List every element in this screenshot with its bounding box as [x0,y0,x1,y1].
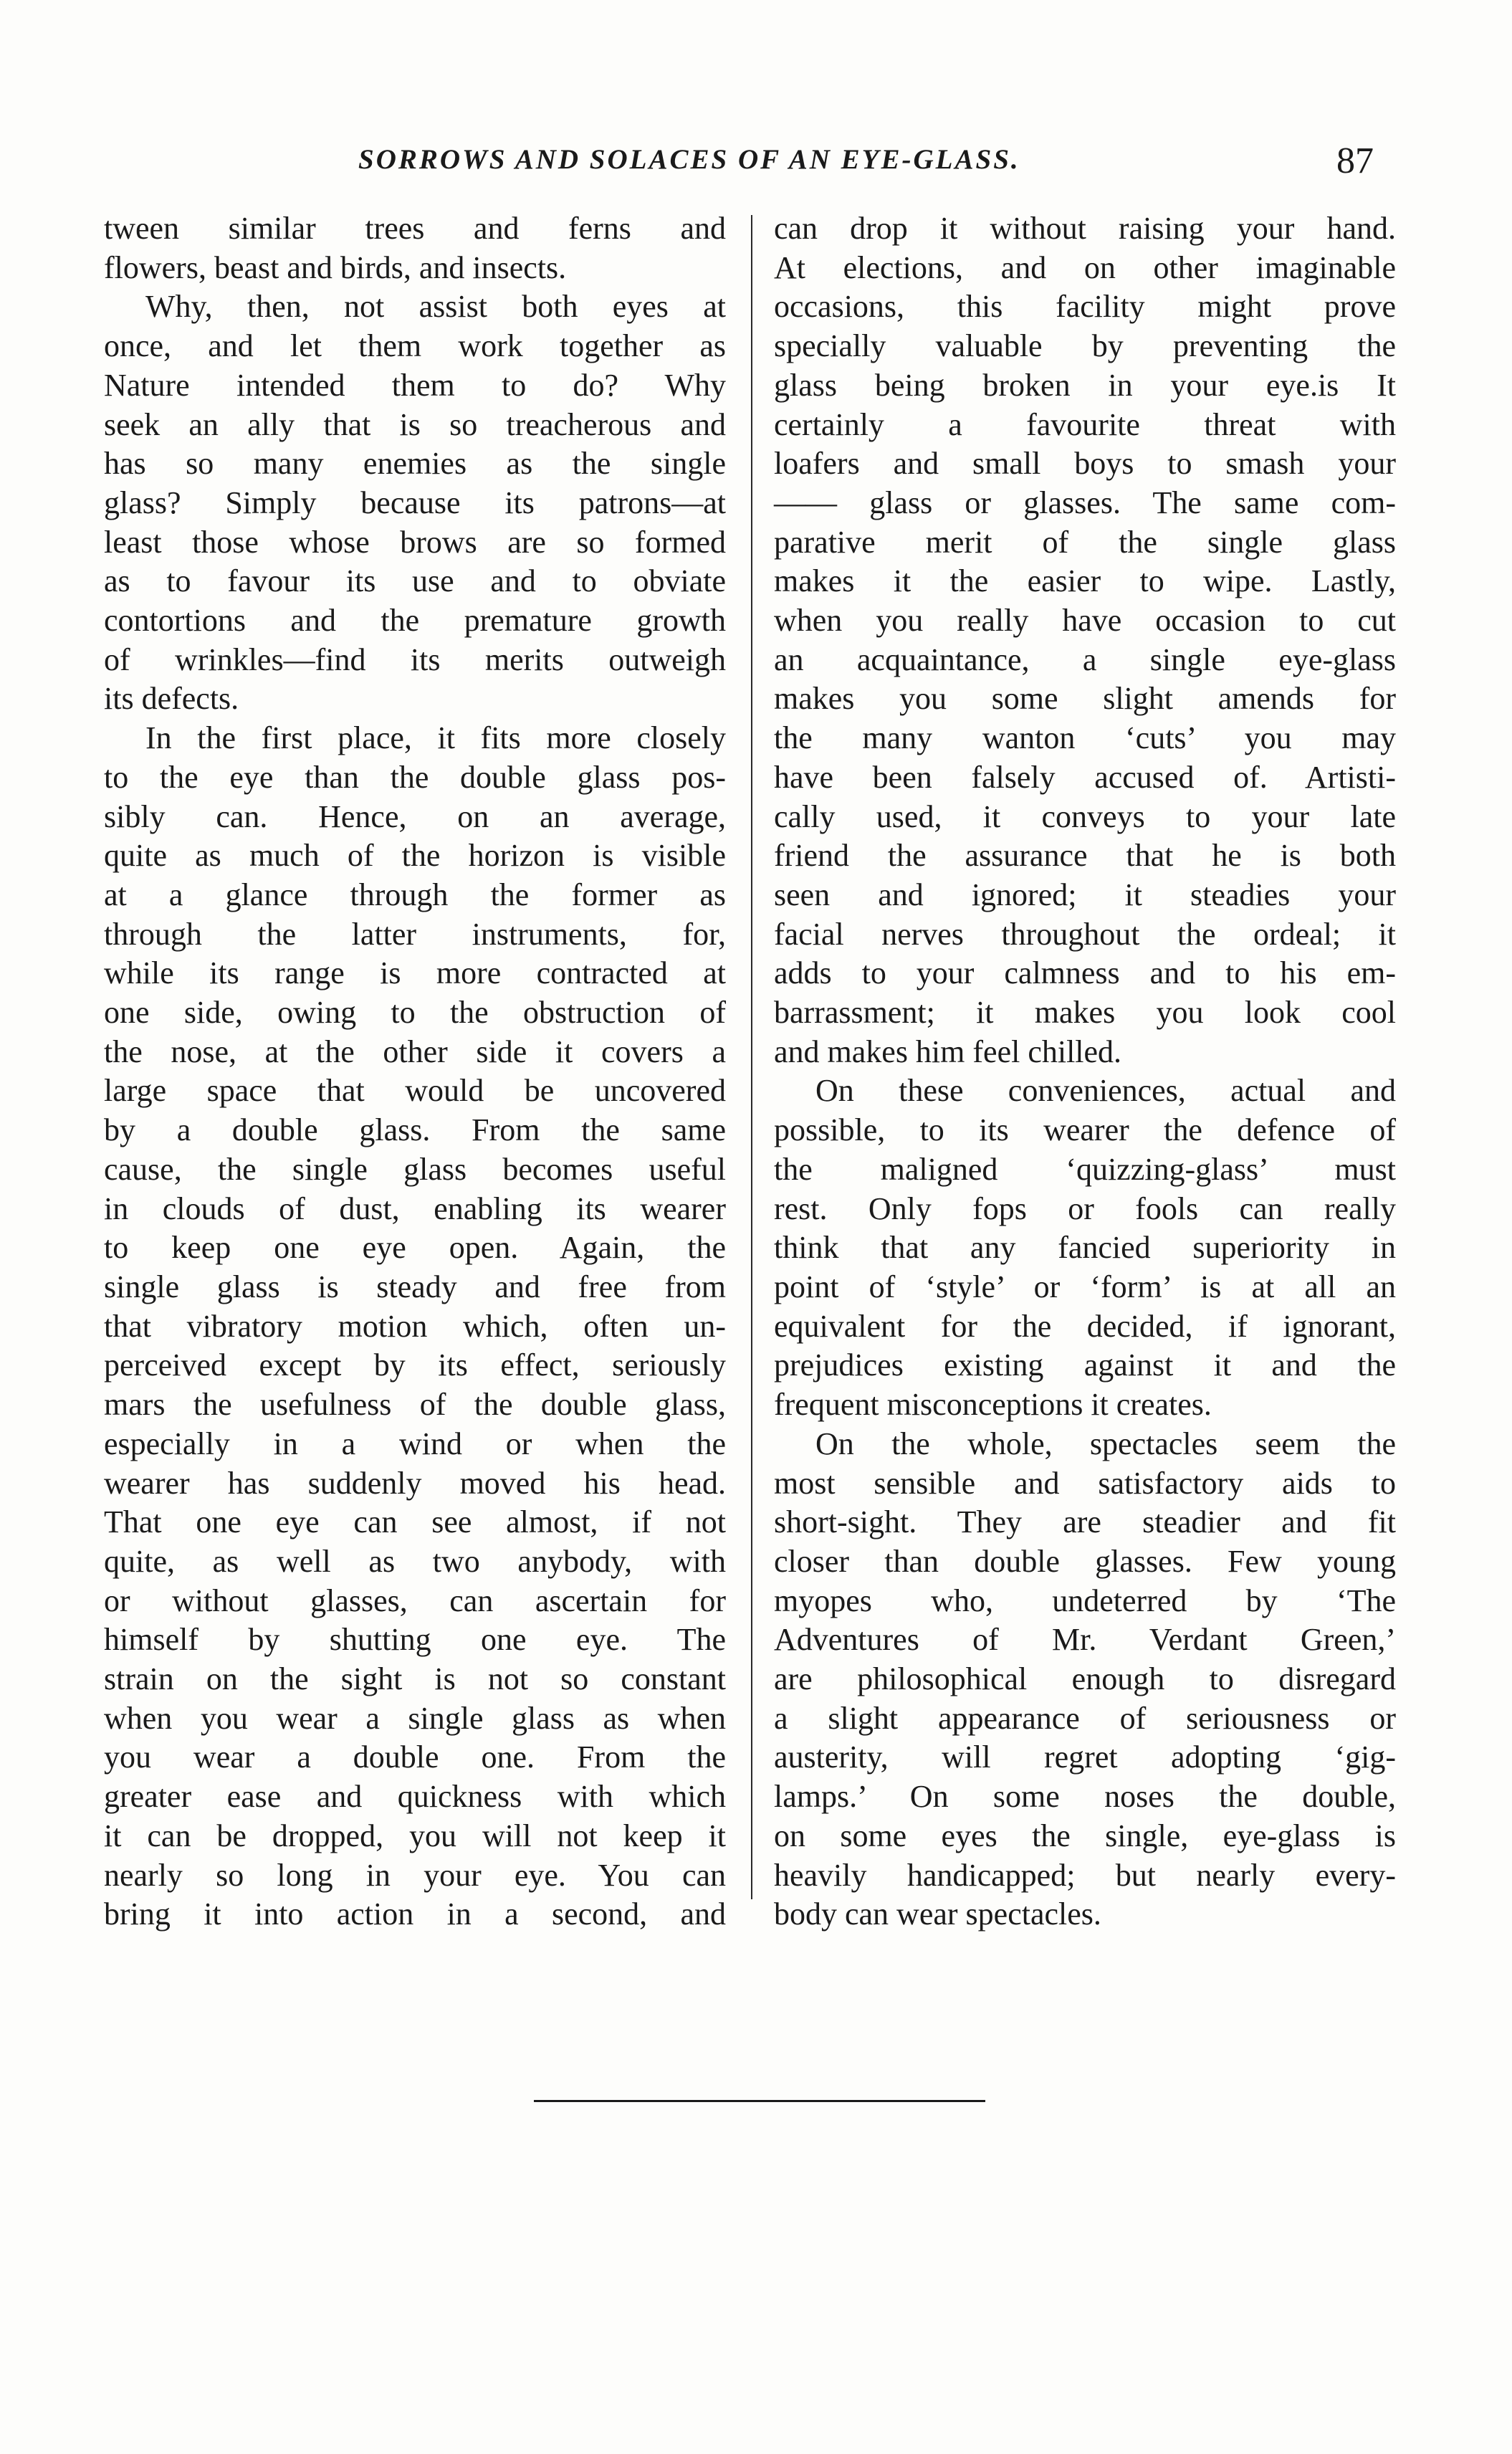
text-line: Why, then, not assist both eyes at [145,289,726,325]
text-line: rest. Only fops or fools can really [774,1190,1396,1226]
text-line: bring it into action in a second, and [104,1896,726,1932]
text-line: single glass is steady and free from [104,1269,726,1304]
text-line: you wear a double one. From the [104,1739,726,1775]
text-line: or without glasses, can ascertain for [104,1582,726,1618]
text-line: on some eyes the single, eye-glass is [774,1818,1396,1853]
text-line: On these conveniences, actual and [815,1073,1396,1109]
text-line: frequent misconceptions it creates. [774,1387,1212,1423]
text-line: glass? Simply because its patrons—at [104,484,726,520]
text-line: nearly so long in your eye. You can [104,1857,726,1893]
text-line: perceived except by its effect, seriously [104,1347,726,1383]
text-line: large space that would be uncovered [104,1073,726,1109]
text-line: the nose, at the other side it covers a [104,1033,726,1069]
text-line: its defects. [104,681,239,717]
text-line: Nature intended them to do? Why [104,367,726,403]
text-line: and makes him feel chilled. [774,1033,1122,1069]
text-line: when you really have occasion to cut [774,603,1396,639]
text-line: heavily handicapped; but nearly every- [774,1857,1396,1893]
text-line: most sensible and satisfactory aids to [774,1465,1396,1501]
text-line: glass being broken in your eye.is It [774,367,1396,403]
text-line: austerity, will regret adopting ‘gig- [774,1739,1396,1775]
text-line: at a glance through the former as [104,877,726,912]
text-line: think that any fancied superiority in [774,1230,1396,1266]
text-line: friend the assurance that he is both [774,838,1396,874]
text-line: equivalent for the decided, if ignorant, [774,1308,1396,1344]
text-line: one side, owing to the obstruction of [104,995,726,1031]
text-line: once, and let them work together as [104,328,726,364]
text-line: while its range is more contracted at [104,955,726,991]
text-line: by a double glass. From the same [104,1112,726,1148]
text-line: himself by shutting one eye. The [104,1622,726,1658]
column-divider [751,215,752,1899]
text-line: wearer has suddenly moved his head. [104,1465,726,1501]
page-number: 87 [1336,140,1374,181]
text-line: That one eye can see almost, if not [104,1504,726,1540]
text-line: lamps.’ On some noses the double, [774,1779,1396,1815]
text-line: flowers, beast and birds, and insects. [104,249,567,285]
text-line: has so many enemies as the single [104,446,726,482]
text-line: a slight appearance of seriousness or [774,1700,1396,1736]
text-line: the maligned ‘quizzing-glass’ must [774,1151,1396,1187]
text-line: closer than double glasses. Few young [774,1543,1396,1579]
text-line: sibly can. Hence, on an average, [104,798,726,834]
running-title: SORROWS AND SOLACES OF AN EYE-GLASS. [358,144,1020,175]
text-line: cause, the single glass becomes useful [104,1151,726,1187]
text-line: of wrinkles—find its merits outweigh [104,641,726,677]
text-line: specially valuable by preventing the [774,328,1396,364]
text-line: can drop it without raising your hand. [774,211,1396,246]
text-line: when you wear a single glass as when [104,1700,726,1736]
text-line: seen and ignored; it steadies your [774,877,1396,912]
text-line: loafers and small boys to smash your [774,446,1396,482]
text-line: the many wanton ‘cuts’ you may [774,720,1396,756]
text-line: strain on the sight is not so constant [104,1661,726,1697]
text-line: greater ease and quickness with which [104,1779,726,1815]
section-end-rule [534,2100,985,2102]
text-line: as to favour its use and to obviate [104,563,726,599]
text-line: myopes who, undeterred by ‘The [774,1582,1396,1618]
text-line: especially in a wind or when the [104,1426,726,1461]
text-line: quite, as well as two anybody, with [104,1543,726,1579]
text-line: contortions and the premature growth [104,603,726,639]
text-line: makes you some slight amends for [774,681,1396,717]
text-line: mars the usefulness of the double glass, [104,1387,726,1423]
left-column [104,209,726,1934]
text-line: quite as much of the horizon is visible [104,838,726,874]
text-line: through the latter instruments, for, [104,916,726,952]
text-line: point of ‘style’ or ‘form’ is at all an [774,1269,1396,1304]
text-line: tween similar trees and ferns and [104,211,726,246]
text-line: At elections, and on other imaginable [774,249,1396,285]
text-line: —— glass or glasses. The same com- [774,484,1396,520]
text-line: barrassment; it makes you look cool [774,995,1396,1031]
text-line: facial nerves throughout the ordeal; it [774,916,1396,952]
right-column [774,209,1396,1934]
text-line: an acquaintance, a single eye-glass [774,641,1396,677]
text-line: possible, to its wearer the defence of [774,1112,1396,1148]
text-line: have been falsely accused of. Artisti- [774,759,1396,795]
text-line: occasions, this facility might prove [774,289,1396,325]
text-line: adds to your calmness and to his em- [774,955,1396,991]
text-line: in clouds of dust, enabling its wearer [104,1190,726,1226]
text-line: On the whole, spectacles seem the [815,1426,1396,1461]
text-line: it can be dropped, you will not keep it [104,1818,726,1853]
text-line: makes it the easier to wipe. Lastly, [774,563,1396,599]
text-line: short-sight. They are steadier and fit [774,1504,1396,1540]
text-line: In the first place, it fits more closely [145,720,726,756]
text-line: that vibratory motion which, often un- [104,1308,726,1344]
text-line: to keep one eye open. Again, the [104,1230,726,1266]
text-line: are philosophical enough to disregard [774,1661,1396,1697]
text-line: Adventures of Mr. Verdant Green,’ [774,1622,1396,1658]
text-line: least those whose brows are so formed [104,524,726,560]
text-line: seek an ally that is so treacherous and [104,406,726,442]
text-line: parative merit of the single glass [774,524,1396,560]
text-line: prejudices existing against it and the [774,1347,1396,1383]
text-line: body can wear spectacles. [774,1896,1101,1932]
text-line: to the eye than the double glass pos- [104,759,726,795]
text-line: certainly a favourite threat with [774,406,1396,442]
text-line: cally used, it conveys to your late [774,798,1396,834]
